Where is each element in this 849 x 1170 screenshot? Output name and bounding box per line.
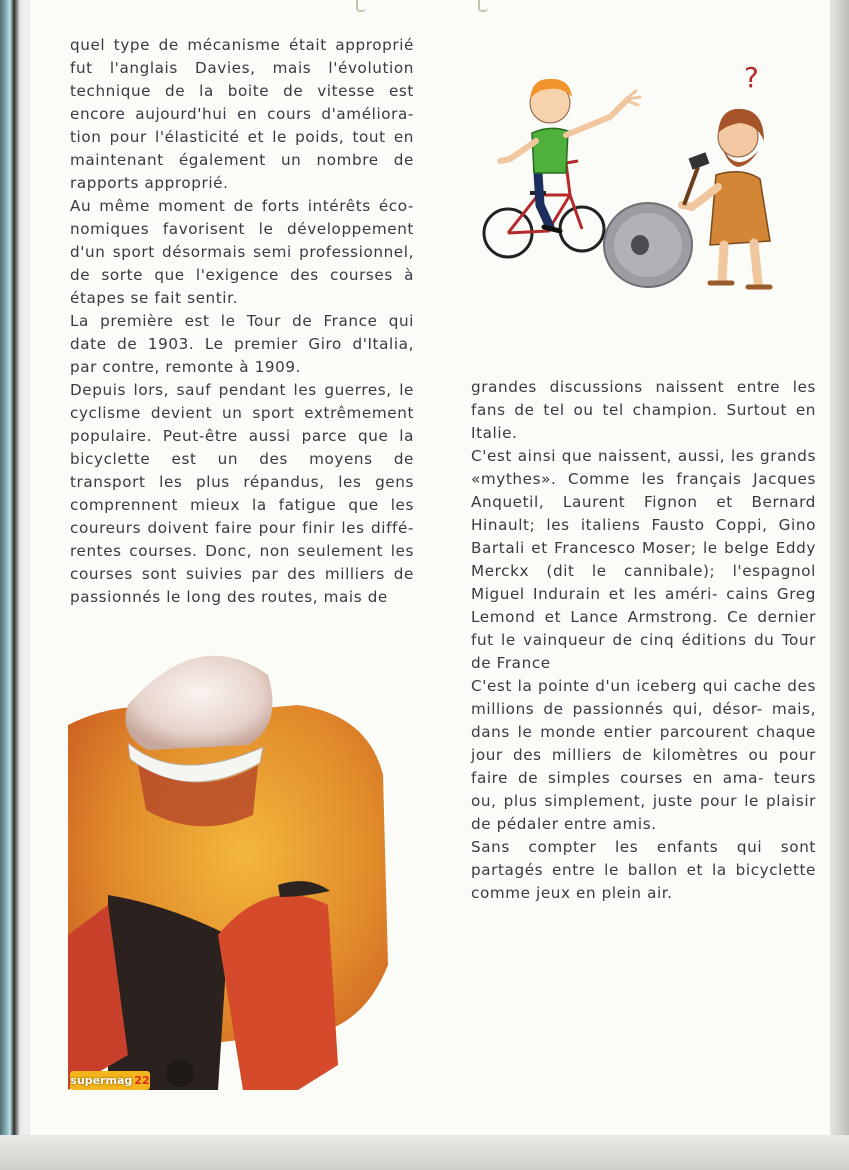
magazine-brand: supermag xyxy=(70,1074,133,1087)
cyclist-arm xyxy=(218,895,338,1090)
page-bottom-edge xyxy=(0,1135,849,1170)
paragraph: quel type de mécanisme était approprié fut l'anglais Davies, mais l'évolution technique de la boite de vitesse est encore aujourd'hui en cours d'améliora- tion pour l'élasticité et le poids, tout en maintenant également un nombre de rapports approprié. xyxy=(70,36,414,192)
boy-shirt xyxy=(532,128,568,173)
boy-waving-arm xyxy=(566,99,628,135)
cycling-helmet xyxy=(126,656,273,750)
magazine-page-badge xyxy=(70,1071,150,1090)
staple-mark xyxy=(478,0,488,12)
boy-legs xyxy=(538,173,550,227)
article-right-column xyxy=(471,376,816,905)
paragraph: Depuis lors, sauf pendant les guerres, le cyclisme devient un sport extrêmement populaire. Peut-être aussi parce que la bicyclette est un des moyens de transport les plus répandus, les gens comprennent mieux la fatigue que les coureurs doivent faire pour finir les diffé- rentes courses. Donc, non seulement les courses sont suivies par des milliers de passionnés le long des routes, mais de xyxy=(70,381,414,606)
hammer-head xyxy=(688,152,709,169)
staple-mark xyxy=(356,0,366,12)
paragraph: La première est le Tour de France qui date de 1903. Le premier Giro d'Italia, par contre, remonte à 1909. xyxy=(70,312,414,376)
page-number: 22 xyxy=(134,1074,150,1087)
cartoon-illustration xyxy=(470,55,790,310)
page-binding xyxy=(0,0,30,1170)
cyclist-painting xyxy=(68,635,398,1090)
paragraph: grandes discussions naissent entre les fans de tel ou tel champion. Surtout en Italie. xyxy=(471,378,816,442)
paragraph: Sans compter les enfants qui sont partagés entre le ballon et la bicyclette comme jeux en plein air. xyxy=(471,838,816,902)
paragraph: Au même moment de forts intérêts éco- nomiques favorisent le développement d'un sport désormais semi professionnel, de sorte que l'exigence des courses à étapes se fait sentir. xyxy=(70,197,414,307)
article-left-column xyxy=(70,34,414,609)
caveman-tunic xyxy=(710,172,770,245)
stone-wheel-hole xyxy=(631,235,649,255)
question-mark: ? xyxy=(744,61,759,94)
page-right-edge xyxy=(830,0,849,1170)
paragraph: C'est la pointe d'un iceberg qui cache des millions de passionnés qui, désor- mais, dans le monde entier parcourent chaque jour des milliers de kilomètres ou pour faire de simples courses en ama- teurs ou, plus simplement, juste pour le plaisir de pédaler entre amis. xyxy=(471,677,816,833)
paragraph: C'est ainsi que naissent, aussi, les grands «mythes». Comme les français Jacques Anquetil, Laurent Fignon et Bernard Hinault; les italiens Fausto Coppi, Gino Bartali et Francesco Moser; le belge Eddy Merckx (dit le cannibale); l'espagnol Miguel Indurain et les améri- cains Greg Lemond et Lance Armstrong. Ce dernier fut le vainqueur de cinq éditions du Tour de France xyxy=(471,447,816,672)
